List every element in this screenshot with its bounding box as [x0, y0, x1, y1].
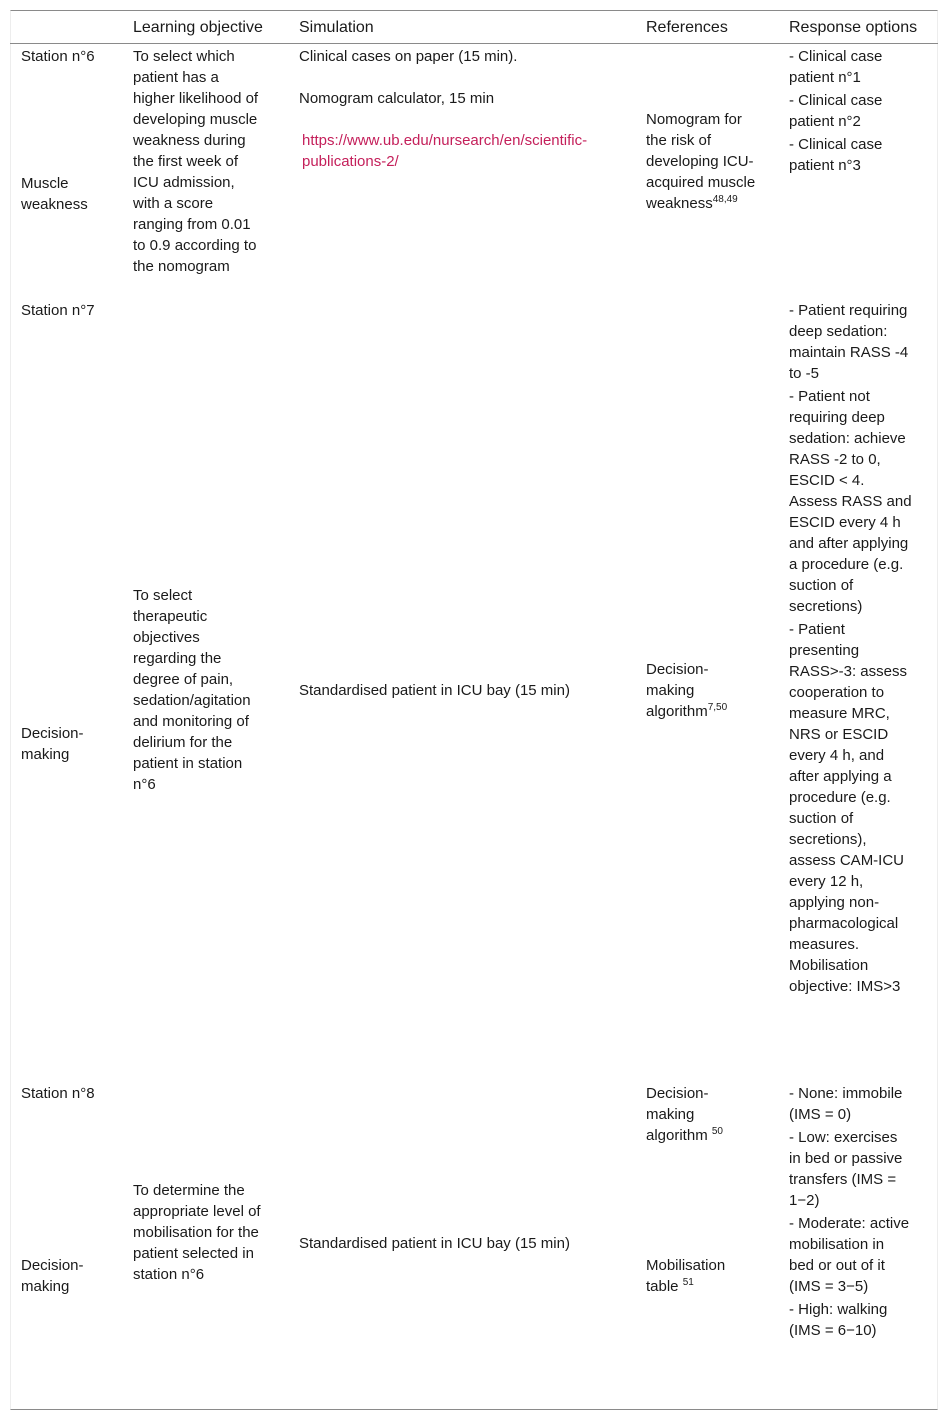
response-option: - Low: exercises in bed or passive transfers (IMS = 1−2)	[789, 1129, 903, 1209]
station-8-reference-2-citation: 51	[682, 1277, 694, 1288]
header-simulation: Simulation	[299, 19, 374, 36]
response-option: - Patient presenting RASS>-3: assess cooperation to measure MRC, NRS or ESCID every 4 h, and after applying a procedure (e.g. suction of secretions), assess CAM-ICU every 12 h, applying non-pharmacological measures. Mobilisation objective: IMS>3	[789, 621, 907, 995]
response-option: - Patient requiring deep sedation: maintain RASS -4 to -5	[789, 302, 909, 382]
station-8-objective: To determine the appropriate level of mobilisation for the patient selected in station n°6	[133, 1182, 261, 1283]
station-7-category: Decision-making	[21, 725, 84, 763]
station-8-responses	[789, 1083, 913, 1341]
station-8-reference-1	[646, 1083, 756, 1146]
nomogram-calculator-link[interactable]: https://www.ub.edu/nursearch/en/scientific-publications-2/	[302, 132, 588, 170]
response-option: - Clinical case patient n°3	[789, 136, 883, 174]
response-option: - None: immobile (IMS = 0)	[789, 1085, 903, 1123]
station-6-simulation-line1: Clinical cases on paper (15 min).	[299, 48, 518, 65]
station-6-responses	[789, 46, 913, 176]
station-6-objective: To select which patient has a higher likelihood of developing muscle weakness during the first week of ICU admission, with a score ranging from 0.01 to 0.9 according to the nomogram	[133, 48, 259, 275]
spacer	[299, 109, 629, 130]
station-7-responses	[789, 300, 913, 997]
station-6-simulation	[299, 46, 629, 172]
station-8-simulation: Standardised patient in ICU bay (15 min)	[299, 1235, 570, 1252]
response-option: - Patient not requiring deep sedation: achieve RASS -2 to 0, ESCID < 4. Assess RASS and ESCID every 4 h and after applying a procedure (e.g. suction of secretions)	[789, 388, 912, 615]
header-learning-objective: Learning objective	[133, 19, 263, 36]
response-option: - Moderate: active mobilisation in bed or out of it (IMS = 3−5)	[789, 1215, 910, 1295]
response-option: - Clinical case patient n°2	[789, 92, 883, 130]
station-8-reference-2	[646, 1255, 756, 1297]
station-6-category: Muscle weakness	[21, 175, 88, 213]
station-6-label: Station n°6	[21, 48, 95, 65]
header-divider	[10, 43, 938, 44]
header-references: References	[646, 19, 728, 36]
station-6-reference-text: Nomogram for the risk of developing ICU-acquired muscle weakness	[646, 111, 756, 212]
spacer	[299, 67, 629, 88]
station-8-reference-2-text: Mobilisation table	[646, 1257, 726, 1295]
station-6-simulation-line2: Nomogram calculator, 15 min	[299, 90, 495, 107]
station-7-label: Station n°7	[21, 302, 95, 319]
station-7-simulation: Standardised patient in ICU bay (15 min)	[299, 682, 570, 699]
station-7-reference	[646, 659, 756, 722]
response-option: - Clinical case patient n°1	[789, 48, 883, 86]
station-8-label: Station n°8	[21, 1085, 95, 1102]
response-option: - High: walking (IMS = 6−10)	[789, 1301, 888, 1339]
station-7-reference-text: Decision-making algorithm	[646, 661, 709, 720]
station-7-objective: To select therapeutic objectives regarding the degree of pain, sedation/agitation and monitoring of delirium for the patient in station n°6	[133, 587, 251, 793]
station-7-reference-citation: 7,50	[707, 702, 728, 713]
station-8-reference-1-text: Decision-making algorithm	[646, 1085, 712, 1144]
station-8-reference-1-citation: 50	[711, 1126, 723, 1137]
station-6-reference	[646, 109, 764, 214]
station-6-reference-citation: 48,49	[712, 194, 738, 205]
header-response-options: Response options	[789, 19, 918, 36]
station-8-category: Decision-making	[21, 1257, 84, 1295]
